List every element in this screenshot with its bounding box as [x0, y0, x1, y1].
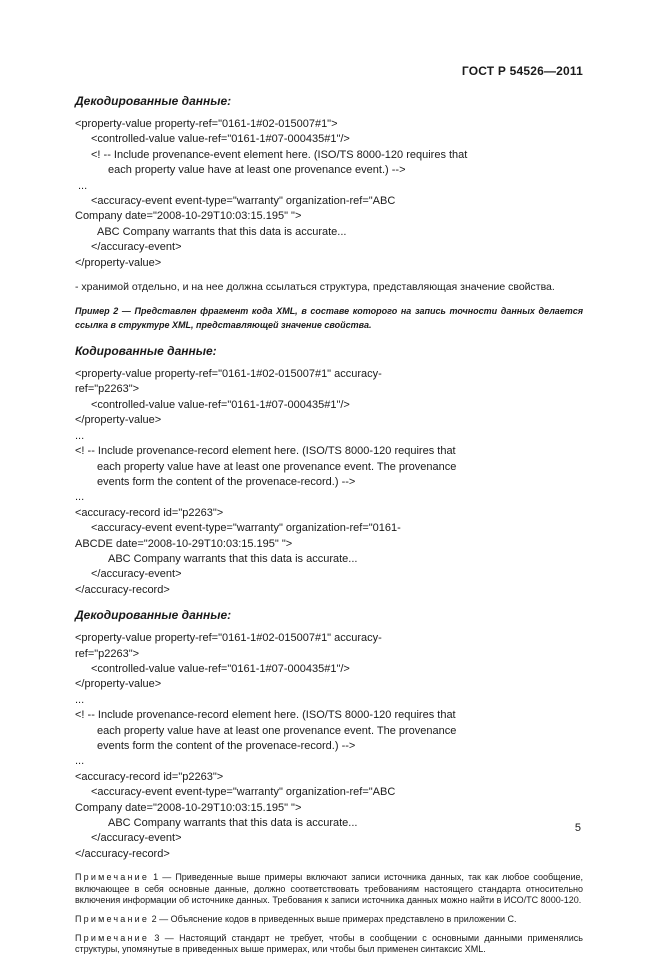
code-line: Company date="2008-10-29T10:03:15.195" ">: [75, 801, 302, 814]
code-line: <controlled-value value-ref="0161-1#07-000435#1"/>: [91, 662, 350, 675]
note-text: — Настоящий стандарт не требует, чтобы в сообщении с основными данными применялись структуры, упомянутые в приведенных выше примерах, или чтобы был применен синтаксис XML.: [75, 932, 583, 955]
note-text: — Объяснение кодов в приведенных выше примерах представлено в приложении С.: [156, 914, 517, 925]
code-line: ABC Company warrants that this data is accurate...: [108, 552, 358, 565]
code-line: </accuracy-event>: [91, 832, 182, 845]
code-line: each property value have at least one provenance event. The provenance: [97, 460, 457, 473]
note-label: Примечание: [75, 872, 150, 883]
code-line: </property-value>: [75, 678, 162, 691]
code-block-encoded: [75, 367, 583, 598]
note-number: 1: [153, 872, 159, 883]
code-line: ...: [75, 693, 85, 706]
note-2: [75, 914, 583, 926]
page-content: [75, 92, 583, 963]
code-line: <! -- Include provenance-record element here. (ISO/TS 8000-120 requires that: [75, 709, 456, 722]
code-line: </accuracy-record>: [75, 847, 170, 860]
code-line: <! -- Include provenance-record element here. (ISO/TS 8000-120 requires that: [75, 445, 456, 458]
code-line: <controlled-value value-ref="0161-1#07-000435#1"/>: [91, 133, 350, 146]
section-heading-decoded: Декодированные данные:: [75, 608, 232, 623]
code-line: events form the content of the provenace-record.) -->: [97, 475, 356, 488]
code-line: <accuracy-event event-type="warranty" organization-ref="ABC: [91, 786, 396, 799]
code-line: ...: [75, 755, 85, 768]
body-paragraph: - хранимой отдельно, и на нее должна ссылаться структура, представляющая значение свойства.: [75, 281, 555, 294]
code-line: ABCDE date="2008-10-29T10:03:15.195" ">: [75, 537, 293, 550]
section-heading-decoded: Декодированные данные:: [75, 94, 232, 108]
code-line: ...: [75, 491, 85, 504]
note-label: Примечание: [75, 932, 150, 943]
code-line: </property-value>: [75, 256, 162, 269]
section-heading-encoded: Кодированные данные:: [75, 344, 217, 359]
code-line: ABC Company warrants that this data is accurate...: [97, 225, 347, 238]
code-line: each property value have at least one provenance event.) -->: [108, 164, 406, 177]
code-line: events form the content of the provenace-record.) -->: [97, 740, 356, 752]
code-line: <property-value property-ref="0161-1#02-015007#1" accuracy-: [75, 632, 382, 645]
code-line: each property value have at least one provenance event. The provenance: [97, 724, 457, 737]
code-block-decoded-1: [75, 117, 583, 271]
code-line: <accuracy-event event-type="warranty" organization-ref="0161-: [91, 522, 401, 535]
code-line: ABC Company warrants that this data is accurate...: [108, 817, 358, 830]
code-line: ref="p2263">: [75, 383, 140, 396]
code-line: <accuracy-event event-type="warranty" organization-ref="ABC: [91, 195, 396, 208]
example-caption: Пример 2 — Представлен фрагмент кода XML, в составе которого на запись точности данных делается ссылка в структуре XML, представляющей значение свойства.: [75, 306, 583, 330]
code-line: </accuracy-event>: [91, 241, 182, 254]
code-line: ...: [78, 179, 88, 192]
code-line: <accuracy-record id="p2263">: [75, 770, 224, 783]
note-3: [75, 933, 583, 956]
code-line: ref="p2263">: [75, 647, 140, 660]
code-line: ...: [75, 429, 85, 442]
note-number: 2: [151, 914, 157, 925]
note-label: Примечание: [75, 914, 150, 925]
code-line: </accuracy-event>: [91, 568, 182, 581]
code-line: <property-value property-ref="0161-1#02-015007#1">: [75, 118, 338, 130]
code-line: <! -- Include provenance-event element here. (ISO/TS 8000-120 requires that: [91, 148, 468, 161]
code-line: <property-value property-ref="0161-1#02-015007#1" accuracy-: [75, 368, 382, 381]
code-line: </accuracy-record>: [75, 583, 170, 596]
note-text: — Приведенные выше примеры включают записи источника данных, так как любое сообщение, включающее в себя основные данные, должно соответствовать требованиям настоящего стандарта относительно включения информации об источнике данных. Требования к записи источника данных можно найти в ИСО/ТС 8000-120.: [75, 872, 583, 906]
note-number: 3: [154, 932, 160, 943]
note-1: [75, 872, 583, 907]
code-block-decoded-2: [75, 631, 583, 862]
code-line: <controlled-value value-ref="0161-1#07-000435#1"/>: [91, 398, 350, 411]
page-number: 5: [574, 822, 581, 834]
code-line: Company date="2008-10-29T10:03:15.195" ">: [75, 210, 302, 223]
code-line: </property-value>: [75, 414, 162, 427]
document-standard-header: ГОСТ Р 54526—2011: [461, 64, 583, 78]
code-line: <accuracy-record id="p2263">: [75, 506, 224, 519]
